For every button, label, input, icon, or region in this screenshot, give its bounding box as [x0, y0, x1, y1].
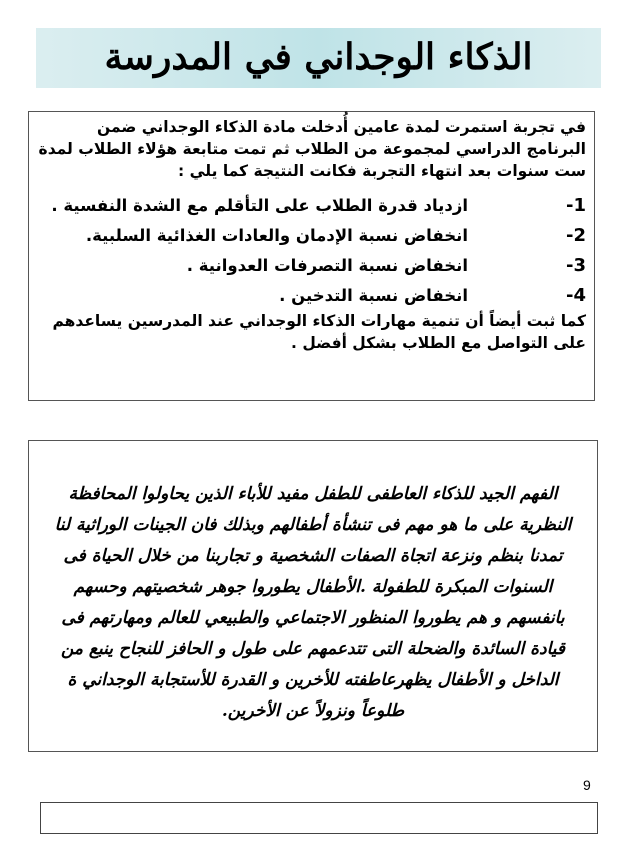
- page-number: 9: [583, 777, 591, 793]
- list-item: [37, 250, 586, 280]
- list-item: [37, 190, 586, 220]
- list-item: [37, 220, 586, 250]
- item-text: ازدياد قدرة الطلاب على التأقلم مع الشدة النفسية .: [51, 195, 468, 215]
- title-banner: [36, 28, 601, 88]
- item-number: 3-: [565, 254, 586, 276]
- item-number: 4-: [565, 284, 586, 306]
- item-number: 2-: [565, 224, 586, 246]
- results-list: [37, 190, 586, 310]
- footer-box: [40, 802, 598, 834]
- experiment-box: [28, 111, 595, 401]
- item-text: انخفاض نسبة التدخين .: [279, 285, 468, 305]
- page-title: الذكاء الوجداني في المدرسة: [104, 36, 533, 78]
- experiment-intro: في تجربة استمرت لمدة عامين أُدخلت مادة الذكاء الوجداني ضمن البرنامج الدراسي لمجموعة من الطلاب ثم تمت متابعة هؤلاء الطلاب لمدة ست سنوات بعد انتهاء التجربة فكانت النتيجة كما يلي :: [38, 118, 586, 180]
- emotional-intelligence-text: الفهم الجيد للذكاء العاطفى للطفل مفيد للأباء الذين يحاولوا المحافظة النظرية على ما هو مهم فى تنشأة أطفالهم وبذلك فان الجينات الوراثية لنا تمدنا بنظم ونزعة اتجاة الصفات الشخصية و تجاربنا من خلال الحياة فى السنوات المبكرة للطفولة .الأطفال يطوروا جوهر شخصيتهم وحسهم بانفسهم و هم يطوروا المنظور الاجتماعي والطبيعي للعالم ومهارتهم فى قيادة السائدة والضحلة التى تتدعمهم على طول و الحافز للنجاح ينبع من الداخل و الأطفال يظهرعاطفته للأخرين و القدرة للأستجابة الوجداني ة طلوعاً ونزولاً عن الأخرين.: [54, 484, 572, 721]
- emotional-intelligence-box: [28, 440, 598, 752]
- item-text: انخفاض نسبة الإدمان والعادات الغذائية السلبية.: [85, 225, 468, 245]
- experiment-closing: كما ثبت أيضاً أن تنمية مهارات الذكاء الوجداني عند المدرسين يساعدهم على التواصل مع الطلاب بشكل أفضل .: [52, 312, 586, 352]
- item-text: انخفاض نسبة التصرفات العدوانية .: [186, 255, 468, 275]
- item-number: 1-: [565, 194, 586, 216]
- list-item: [37, 280, 586, 310]
